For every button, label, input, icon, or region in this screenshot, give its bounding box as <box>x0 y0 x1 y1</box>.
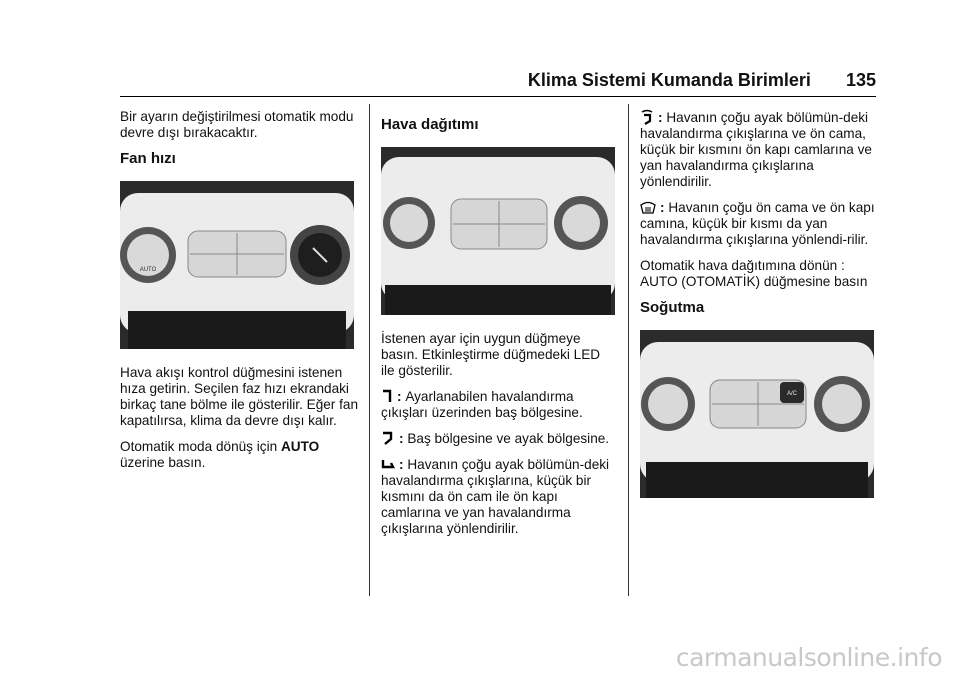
distribution-intro: İstenen ayar için uygun düğmeye basın. Etkinleştirme düğmedeki LED ile gösterilir. <box>381 331 601 378</box>
column-3 <box>640 109 876 514</box>
column-2 <box>381 109 617 547</box>
fan-speed-control-image <box>120 181 354 349</box>
fan-speed-text: Hava akışı kontrol düğmesini istenen hıza getirin. Seçilen faz hızı ekrandaki birkaç tane bölme ile gösterilir. Eğer fan kapatılırsa, klima da devre dışı kalır. <box>120 365 359 428</box>
mode-defrost: : Havanın çoğu ön cama ve ön kapı camına, küçük bir kısmı da yan havalandırma çıkışlarına yönlendi-rilir. <box>640 200 875 247</box>
air-distribution-heading: Hava dağıtımı <box>381 116 479 133</box>
header-rule <box>120 96 876 97</box>
page-header <box>0 70 876 91</box>
vent-bilevel-icon <box>381 431 395 446</box>
column-1 <box>120 109 360 481</box>
ac-button-label: A/C <box>786 391 798 397</box>
page-number: 135 <box>845 70 876 90</box>
auto-distribution-text: Otomatik hava dağıtımına dönün : AUTO (OTOMATİK) düğmesine basın <box>640 258 868 289</box>
section-title: Klima Sistemi Kumanda Birimleri <box>527 70 811 90</box>
mode-floor-defrost: : Havanın çoğu ayak bölümün-deki havalandırma çıkışlarına ve ön cama, küçük bir kısmını ön kapı camlarına ve yan havalandırma çıkışlarına yönlendirilir. <box>640 110 872 189</box>
vent-floor-defrost-icon <box>640 109 654 125</box>
vent-upper-icon <box>381 389 393 404</box>
defrost-icon <box>640 201 656 215</box>
mode-floor: : Havanın çoğu ayak bölümün-deki havalandırma çıkışlarına, küçük bir kısmını da ön cam ile ön kapı camlarına ve yan havalandırma çıkışlarına yönlendirilir. <box>381 457 610 536</box>
column-divider-2 <box>628 104 629 596</box>
fan-speed-heading: Fan hızı <box>120 150 176 167</box>
auto-return-text: Otomatik moda dönüş için AUTO üzerine basın. <box>120 439 320 470</box>
knob-auto-label: AUTO <box>139 267 157 273</box>
intro-text: Bir ayarın değiştirilmesi otomatik modu devre dışı bırakacaktır. <box>120 109 354 140</box>
column-divider-1 <box>369 104 370 596</box>
air-distribution-image <box>381 147 615 315</box>
vent-floor-icon <box>381 457 395 472</box>
mode-upper-body: : Ayarlanabilen havalandırma çıkışları üzerinden baş bölgesine. <box>381 389 583 420</box>
auto-bold: AUTO <box>280 439 320 454</box>
cooling-control-image <box>640 330 874 498</box>
cooling-heading: Soğutma <box>640 299 705 316</box>
mode-bi-level: : Baş bölgesine ve ayak bölgesine. <box>381 431 617 447</box>
watermark: carmanualsonline.info <box>675 643 942 672</box>
